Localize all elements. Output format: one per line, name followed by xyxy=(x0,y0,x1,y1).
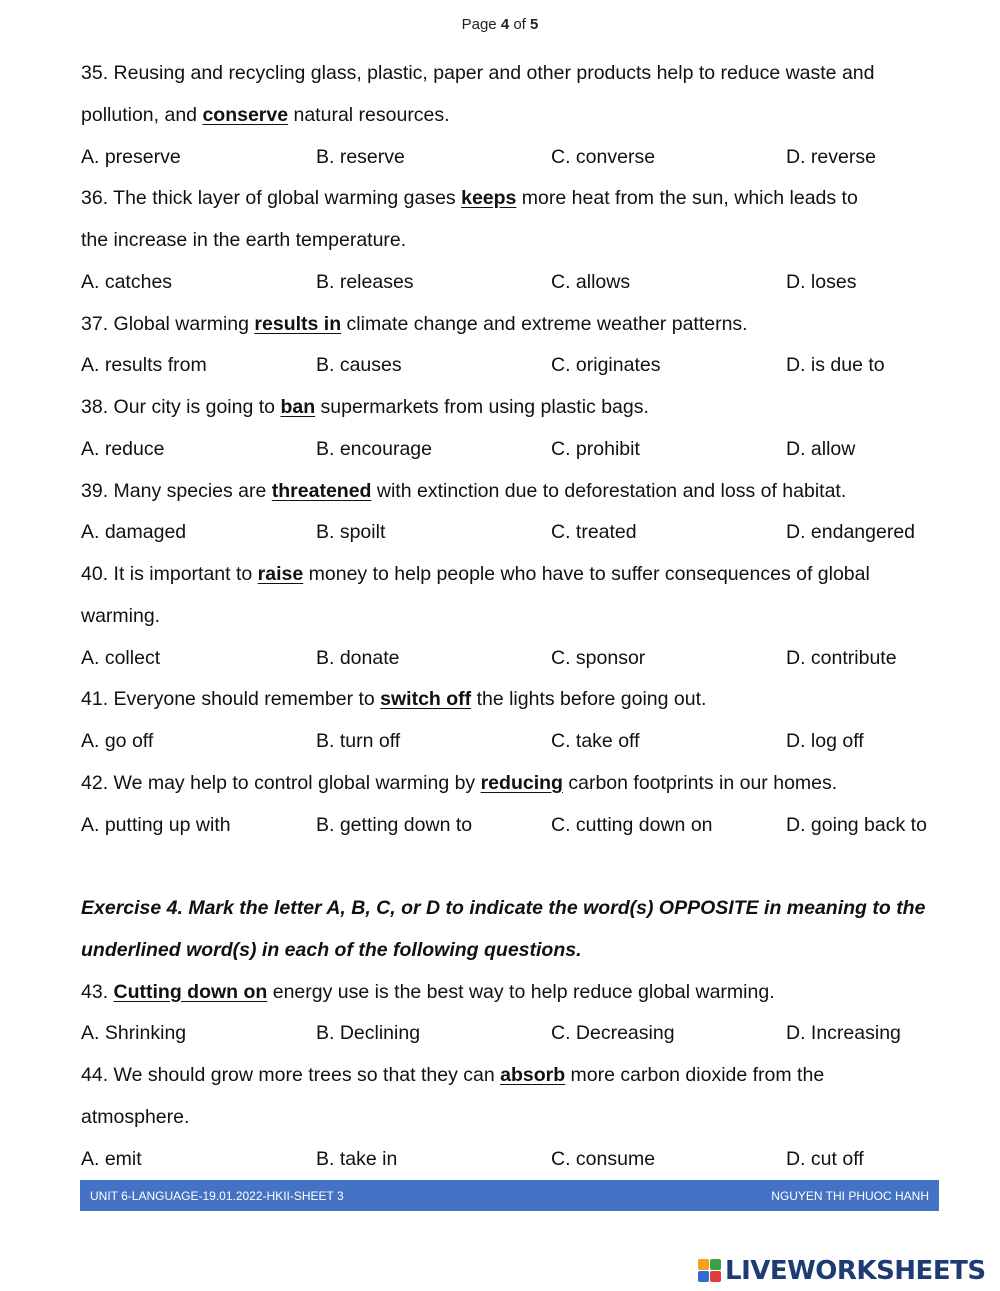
question-39-line-1 xyxy=(81,471,941,513)
question-36-keyword: keeps xyxy=(461,187,517,210)
question-41-text-after: the lights before going out. xyxy=(471,688,707,711)
option-c[interactable]: C. allows xyxy=(551,270,631,293)
question-44-text-continued: atmosphere. xyxy=(81,1105,190,1128)
option-a[interactable]: A. putting up with xyxy=(81,813,231,836)
option-a[interactable]: A. catches xyxy=(81,270,173,293)
exercise-4-heading-line-2: underlined word(s) in each of the following questions. xyxy=(81,938,582,961)
question-44-options xyxy=(81,1139,941,1181)
question-44-keyword: absorb xyxy=(500,1064,566,1086)
question-40-text-before: 40. It is important to xyxy=(81,563,258,585)
page-label: Page xyxy=(461,16,497,33)
option-c[interactable]: C. converse xyxy=(551,145,656,168)
question-39-options xyxy=(81,512,941,554)
page-number xyxy=(0,16,1000,33)
option-c[interactable]: C. treated xyxy=(551,521,637,544)
question-35-text-before: pollution, and xyxy=(81,103,203,126)
question-40-text-after: money to help people who have to suffer consequences of global xyxy=(303,563,870,585)
option-b[interactable]: B. spoilt xyxy=(316,521,386,544)
option-d[interactable]: D. going back to xyxy=(786,813,927,836)
question-38-keyword: ban xyxy=(280,396,316,418)
option-d[interactable]: D. contribute xyxy=(786,646,897,669)
question-44-text-after: more carbon dioxide from the xyxy=(565,1064,825,1086)
brand-name: LIVEWORKSHEETS xyxy=(725,1256,986,1286)
page-total: 5 xyxy=(530,16,539,33)
option-d[interactable]: D. cut off xyxy=(786,1147,864,1170)
question-35-text: 35. Reusing and recycling glass, plastic, paper and other products help to reduce waste and xyxy=(81,62,875,84)
question-38-text-before: 38. Our city is going to xyxy=(81,396,281,418)
option-c[interactable]: C. cutting down on xyxy=(551,813,713,836)
option-c[interactable]: C. sponsor xyxy=(551,646,646,669)
question-41-text-before: 41. Everyone should remember to xyxy=(81,688,381,711)
footer-bar xyxy=(80,1180,939,1211)
question-38-line-1 xyxy=(81,387,941,429)
option-b[interactable]: B. encourage xyxy=(316,437,433,460)
question-35-text-after: natural resources. xyxy=(288,103,450,126)
option-b[interactable]: B. donate xyxy=(316,646,400,669)
option-d[interactable]: D. reverse xyxy=(786,145,876,168)
option-c[interactable]: C. consume xyxy=(551,1147,656,1170)
exercise-4-heading-line-1: Exercise 4. Mark the letter A, B, C, or D to indicate the word(s) OPPOSITE in meaning to the xyxy=(81,897,926,919)
option-d[interactable]: D. log off xyxy=(786,730,864,752)
question-40-text-continued: warming. xyxy=(81,604,161,627)
question-39-text-after: with extinction due to deforestation and loss of habitat. xyxy=(371,479,847,502)
footer-left-text: UNIT 6-LANGUAGE-19.01.2022-HKII-SHEET 3 xyxy=(90,1188,344,1203)
question-39-keyword: threatened xyxy=(271,479,372,502)
option-d[interactable]: D. endangered xyxy=(786,521,916,544)
worksheet-content xyxy=(81,53,941,1180)
question-35-line-1 xyxy=(81,53,941,95)
option-d[interactable]: D. is due to xyxy=(786,354,885,377)
question-43-options xyxy=(81,1013,941,1055)
question-44-text-before: 44. We should grow more trees so that they can xyxy=(81,1064,501,1086)
question-36-text-before: 36. The thick layer of global warming gases xyxy=(81,187,462,210)
question-35-keyword: conserve xyxy=(202,103,289,126)
question-36-line-1 xyxy=(81,178,941,220)
question-40-options xyxy=(81,638,941,680)
question-41-line-1 xyxy=(81,679,941,721)
question-43-line-1 xyxy=(81,972,941,1014)
liveworksheets-logo-icon xyxy=(698,1259,722,1283)
liveworksheets-brand[interactable] xyxy=(698,1254,986,1288)
question-37-text-before: 37. Global warming xyxy=(81,312,255,335)
page-of: of xyxy=(513,16,526,33)
option-c[interactable]: C. take off xyxy=(551,730,640,752)
option-a[interactable]: A. collect xyxy=(81,646,161,669)
option-a[interactable]: A. reduce xyxy=(81,437,165,460)
footer-right-text: NGUYEN THI PHUOC HANH xyxy=(771,1188,929,1203)
option-a[interactable]: A. damaged xyxy=(81,521,187,544)
question-40-line-1 xyxy=(81,554,941,596)
option-d[interactable]: D. loses xyxy=(786,270,857,293)
question-36-options xyxy=(81,262,941,304)
option-a[interactable]: A. go off xyxy=(81,730,154,752)
question-44-line-1 xyxy=(81,1055,941,1097)
option-b[interactable]: B. reserve xyxy=(316,145,405,168)
option-d[interactable]: D. allow xyxy=(786,437,856,460)
option-b[interactable]: B. Declining xyxy=(316,1022,421,1045)
option-b[interactable]: B. releases xyxy=(316,270,414,293)
option-c[interactable]: C. originates xyxy=(551,354,661,377)
question-36-text-continued: the increase in the earth temperature. xyxy=(81,229,407,251)
question-42-keyword: reducing xyxy=(480,771,563,794)
option-a[interactable]: A. emit xyxy=(81,1147,142,1170)
question-42-line-1 xyxy=(81,763,941,805)
option-a[interactable]: A. Shrinking xyxy=(81,1022,187,1045)
question-43-text-after: energy use is the best way to help reduce global warming. xyxy=(267,980,775,1003)
question-40-keyword: raise xyxy=(257,563,304,585)
option-b[interactable]: B. take in xyxy=(316,1147,398,1170)
question-35-options xyxy=(81,137,941,179)
question-38-text-after: supermarkets from using plastic bags. xyxy=(315,396,649,418)
option-c[interactable]: C. prohibit xyxy=(551,437,640,460)
question-43-keyword: Cutting down on xyxy=(113,980,268,1003)
option-d[interactable]: D. Increasing xyxy=(786,1022,901,1045)
option-b[interactable]: B. turn off xyxy=(316,730,401,752)
question-36-line-2 xyxy=(81,220,941,262)
question-42-text-after: carbon footprints in our homes. xyxy=(562,771,838,794)
question-41-options xyxy=(81,721,941,763)
question-37-text-after: climate change and extreme weather patterns. xyxy=(341,312,748,335)
question-39-text-before: 39. Many species are xyxy=(81,479,272,502)
question-38-options xyxy=(81,429,941,471)
question-40-line-2 xyxy=(81,596,941,638)
question-37-keyword: results in xyxy=(254,312,342,335)
question-44-line-2 xyxy=(81,1097,941,1139)
option-a[interactable]: A. results from xyxy=(81,354,207,377)
question-41-keyword: switch off xyxy=(380,688,472,711)
question-43-text-before: 43. xyxy=(81,980,114,1003)
question-42-options xyxy=(81,805,941,847)
question-37-line-1 xyxy=(81,304,941,346)
option-b[interactable]: B. causes xyxy=(316,354,402,377)
question-36-text-after: more heat from the sun, which leads to xyxy=(516,187,858,210)
question-37-options xyxy=(81,345,941,387)
page-current: 4 xyxy=(500,16,510,33)
question-35-line-2 xyxy=(81,95,941,137)
option-b[interactable]: B. getting down to xyxy=(316,813,473,836)
question-42-text-before: 42. We may help to control global warming by xyxy=(81,771,481,794)
section-spacer xyxy=(81,846,941,888)
option-c[interactable]: C. Decreasing xyxy=(551,1022,675,1045)
option-a[interactable]: A. preserve xyxy=(81,145,181,168)
